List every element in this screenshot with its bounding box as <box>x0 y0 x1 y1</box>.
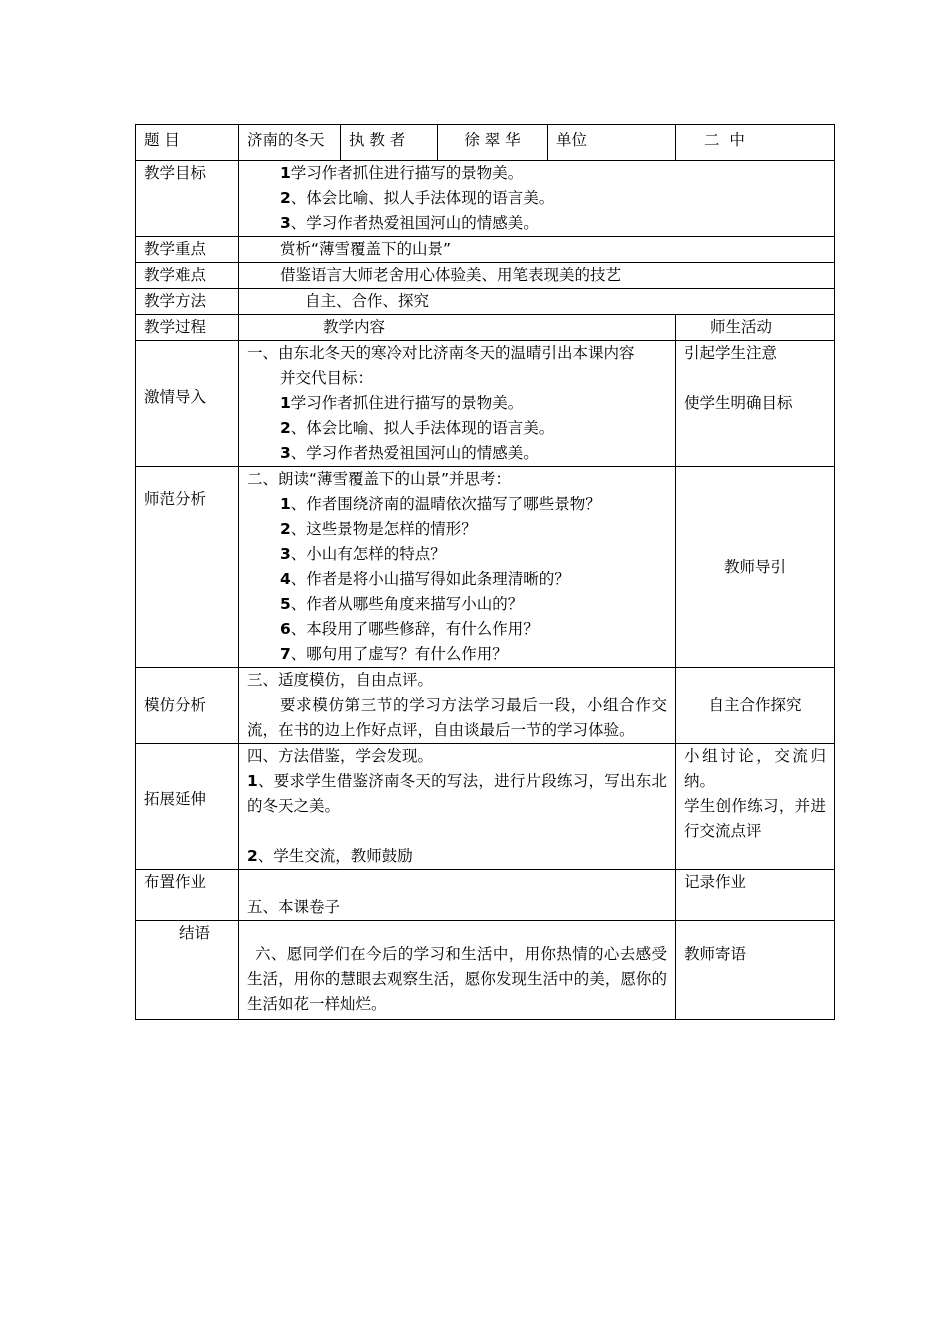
extend-activity <box>676 744 835 870</box>
intro-line: 并交代目标： <box>280 369 374 387</box>
imitate-paragraph: 要求模仿第三节的学习方法学习最后一段，小组合作交流，在书的边上作好点评，自由谈最后一节的学习体验。 <box>247 696 667 739</box>
closing-text: 六、愿同学们在今后的学习和生活中，用你热情的心去感受生活，用你的慧眼去观察生活，愿你发现生活中的美，愿你的生活如花一样灿烂。 <box>247 945 667 1013</box>
goal-item: 2、体会比喻、拟人手法体现的语言美。 <box>280 189 555 207</box>
extend-activity-2: 学生创作练习，并进行交流点评 <box>684 797 826 840</box>
intro-row <box>136 341 835 467</box>
activity-header: 师生活动 <box>676 315 835 341</box>
model-label: 师范分析 <box>136 467 239 668</box>
lesson-plan-table <box>135 124 835 1020</box>
topic-label: 题 目 <box>136 125 239 161</box>
goal-item: 1学习作者抓住进行描写的景物美。 <box>280 164 524 182</box>
intro-content <box>239 341 676 467</box>
homework-content <box>239 870 676 921</box>
model-question: 4、作者是将小山描写得如此条理清晰的？ <box>280 570 570 588</box>
homework-activity: 记录作业 <box>676 870 835 921</box>
method-label: 教学方法 <box>136 289 239 315</box>
homework-row <box>136 870 835 921</box>
imitate-content <box>239 668 676 744</box>
intro-label: 激情导入 <box>136 341 239 467</box>
model-question: 6、本段用了哪些修辞，有什么作用？ <box>280 620 539 638</box>
method-text: 自主、合作、探究 <box>239 289 835 315</box>
homework-label: 布置作业 <box>136 870 239 921</box>
closing-label: 结语 <box>136 921 239 1020</box>
model-line: 二、朗读“薄雪覆盖下的山景”并思考： <box>247 470 512 488</box>
goals-row <box>136 161 835 237</box>
model-question: 5、作者从哪些角度来描写小山的？ <box>280 595 524 613</box>
key-point-label: 教学重点 <box>136 237 239 263</box>
extend-label: 拓展延伸 <box>136 744 239 870</box>
model-question: 3、小山有怎样的特点？ <box>280 545 446 563</box>
model-activity: 教师导引 <box>676 467 835 668</box>
imitate-line: 三、适度模仿，自由点评。 <box>247 671 434 689</box>
intro-goal-item: 2、体会比喻、拟人手法体现的语言美。 <box>280 419 555 437</box>
extend-content <box>239 744 676 870</box>
extend-line: 四、方法借鉴，学会发现。 <box>247 747 434 765</box>
difficulty-label: 教学难点 <box>136 263 239 289</box>
difficulty-text: 借鉴语言大师老舍用心体验美、用笔表现美的技艺 <box>239 263 835 289</box>
imitate-row <box>136 668 835 744</box>
process-header-row <box>136 315 835 341</box>
content-header: 教学内容 <box>239 315 676 341</box>
extend-row <box>136 744 835 870</box>
intro-goal-item: 3、学习作者热爱祖国河山的情感美。 <box>280 444 539 462</box>
goals-content <box>239 161 835 237</box>
intro-line: 一、由东北冬天的寒冷对比济南冬天的温晴引出本课内容 <box>247 344 635 362</box>
unit-value: 二 中 <box>676 125 835 161</box>
teacher-value: 徐 翠 华 <box>438 125 548 161</box>
teacher-label: 执 教 者 <box>341 125 438 161</box>
goals-label: 教学目标 <box>136 161 239 237</box>
key-point-row <box>136 237 835 263</box>
model-question: 1、作者围绕济南的温晴依次描写了哪些景物？ <box>280 495 601 513</box>
unit-label: 单位 <box>548 125 676 161</box>
process-label: 教学过程 <box>136 315 239 341</box>
extend-item-1: 1、要求学生借鉴济南冬天的写法，进行片段练习，写出东北的冬天之美。 <box>247 772 667 815</box>
intro-activity-2: 使学生明确目标 <box>684 394 793 412</box>
header-row <box>136 125 835 161</box>
extend-item-2: 2、学生交流，教师鼓励 <box>247 847 413 865</box>
topic-value: 济南的冬天 <box>239 125 341 161</box>
intro-activity <box>676 341 835 467</box>
homework-text: 五、本课卷子 <box>247 898 341 916</box>
goal-item: 3、学习作者热爱祖国河山的情感美。 <box>280 214 539 232</box>
model-content <box>239 467 676 668</box>
method-row <box>136 289 835 315</box>
model-row <box>136 467 835 668</box>
closing-row <box>136 921 835 1020</box>
model-question: 2、这些景物是怎样的情形？ <box>280 520 477 538</box>
closing-activity: 教师寄语 <box>676 921 835 1020</box>
closing-content <box>239 921 676 1020</box>
imitate-activity: 自主合作探究 <box>676 668 835 744</box>
intro-activity-1: 引起学生注意 <box>684 344 778 362</box>
difficulty-row <box>136 263 835 289</box>
model-question: 7、哪句用了虚写？有什么作用？ <box>280 645 508 663</box>
imitate-label: 模仿分析 <box>136 668 239 744</box>
intro-goal-item: 1学习作者抓住进行描写的景物美。 <box>280 394 524 412</box>
key-point-text: 赏析“薄雪覆盖下的山景” <box>239 237 835 263</box>
extend-activity-1: 小组讨论，交流归纳。 <box>684 747 826 790</box>
